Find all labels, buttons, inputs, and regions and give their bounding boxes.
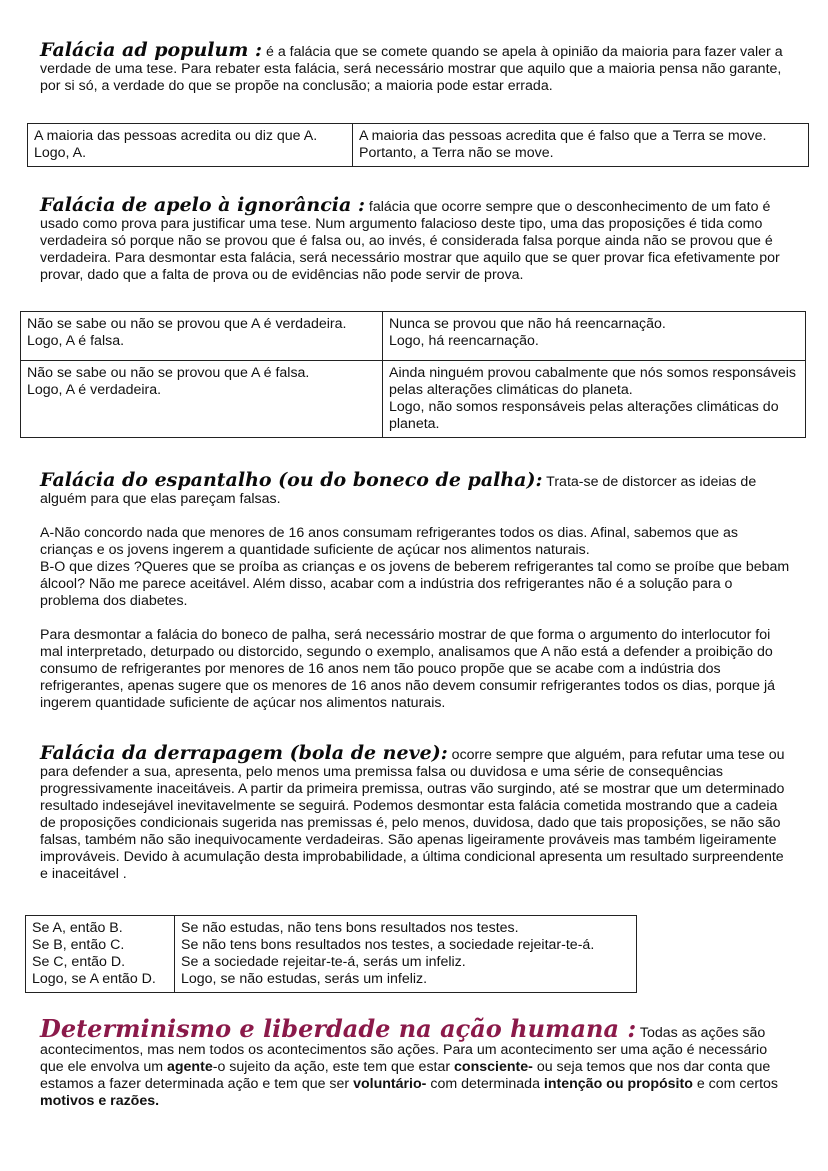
table-cell: Nunca se provou que não há reencarnação. Logo, há reencarnação.	[383, 312, 806, 361]
determinismo-bold: voluntário-	[353, 1076, 427, 1092]
table-cell: Se A, então B. Se B, então C. Se C, então D. Logo, se A então D.	[26, 916, 175, 993]
table-cell: Não se sabe ou não se provou que A é falsa. Logo, A é verdadeira.	[21, 361, 383, 438]
table-cell: Ainda ninguém provou cabalmente que nós somos responsáveis pelas alterações climáticas do planeta. Logo, não somos responsáveis pelas alterações climáticas do planeta.	[383, 361, 806, 438]
derrapagem-text: ocorre sempre que alguém, para refutar uma tese ou para defender a sua, apresenta, pelo menos uma premissa falsa ou duvidosa e uma série de consequências progressivamente inaceitáveis. A partir da primeira premissa, outras vão surgindo, até se mostrar que um determinado resultado indesejável inevitavelmente se seguirá. Podemos desmontar esta falácia cometida mostrando que a cadeia de proposições condicionais sugerida nas premissas é, pelo menos, duvidosa, dado que tais proposições, se não são falsas, também não são inequivocamente verdadeiras. São apenas ligeiramente prováveis mas também ligeiramente improváveis. Devido à acumulação desta improbabilidade, a última condicional apresenta um resultado surpreendente e inaceitável .	[40, 747, 785, 882]
espantalho-rebuttal: Para desmontar a falácia do boneco de palha, será necessário mostrar de que forma o argumento do interlocutor foi mal interpretado, deturpado ou distorcido, segundo o exemplo, analisamos que A não está a defender a proibição do consumo de refrigerantes por menores de 16 anos nem tão pouco propõe que se acabe com a indústria dos refrigerantes, apenas sugere que os menores de 16 anos não devem consumir refrigerantes todos os dias, porque já ingerem quantidade suficiente de açúcar nos alimentos naturais.	[40, 627, 776, 711]
espantalho-heading: Falácia do espantalho (ou do boneco de palha):	[40, 469, 543, 491]
populum-section	[40, 39, 792, 95]
determinismo-text: Todas as ações são acontecimentos, mas nem todos os acontecimentos são ações. Para um acontecimento ser uma ação é necessário que ele envolva um	[40, 1025, 768, 1075]
populum-heading: Falácia ad populum :	[40, 39, 263, 61]
espantalho-example-a: A-Não concordo nada que menores de 16 anos consumam refrigerantes todos os dias. Afinal, sabemos que as crianças e os jovens ingerem a quantidade suficiente de açúcar nos alimentos naturais.	[40, 525, 738, 558]
table-cell: A maioria das pessoas acredita ou diz que A. Logo, A.	[28, 124, 353, 167]
determinismo-section	[40, 1014, 792, 1110]
espantalho-example-b: B-O que dizes ?Queres que se proíba as crianças e os jovens de beberem refrigerantes tal como se proíbe que bebam álcool? Não me parece aceitável. Além disso, acabar com a indústria dos refrigerantes não é a solução para o problema dos diabetes.	[40, 559, 790, 609]
derrapagem-heading: Falácia da derrapagem (bola de neve):	[40, 742, 448, 764]
espantalho-section	[40, 469, 792, 712]
determinismo-bold: agente	[166, 1059, 213, 1075]
determinismo-heading: Determinismo e liberdade na ação humana :	[40, 1014, 637, 1043]
table-cell: A maioria das pessoas acredita que é falso que a Terra se move. Portanto, a Terra não se move.	[353, 124, 809, 167]
populum-table	[27, 123, 809, 167]
table-row	[26, 916, 637, 993]
table-cell: Não se sabe ou não se provou que A é verdadeira. Logo, A é falsa.	[21, 312, 383, 361]
determinismo-bold: consciente-	[454, 1059, 533, 1075]
ignorancia-section	[40, 194, 792, 284]
ignorancia-heading: Falácia de apelo à ignorância :	[40, 194, 365, 216]
determinismo-text: ou seja temos que nos dar conta que estamos a fazer determinada ação e tem que ser	[40, 1059, 771, 1092]
espantalho-text: Trata-se de distorcer as ideias de alguém para que elas pareçam falsas.	[40, 474, 757, 507]
determinismo-text: com determinada	[426, 1076, 544, 1092]
determinismo-bold: motivos e razões.	[40, 1093, 160, 1109]
derrapagem-section	[40, 742, 792, 883]
determinismo-text: e com certos	[692, 1076, 779, 1092]
determinismo-text: -o sujeito da ação, este tem que estar	[212, 1059, 455, 1075]
ignorancia-table	[20, 311, 806, 438]
table-cell: Se não estudas, não tens bons resultados nos testes. Se não tens bons resultados nos testes, a sociedade rejeitar-te-á. Se a sociedade rejeitar-te-á, serás um infeliz. Logo, se não estudas, serás um infeliz.	[175, 916, 637, 993]
populum-text: é a falácia que se comete quando se apela à opinião da maioria para fazer valer a verdade de uma tese. Para rebater esta falácia, será necessário mostrar que aquilo que a maioria pensa não garante, por si só, a verdade do que se propõe na conclusão; a maioria pode estar errada.	[40, 44, 783, 94]
table-row	[21, 361, 806, 438]
derrapagem-table	[25, 915, 637, 993]
table-row	[21, 312, 806, 361]
ignorancia-text: falácia que ocorre sempre que o desconhecimento de um fato é usado como prova para justificar uma tese. Num argumento falacioso deste tipo, uma das proposições é tida como verdadeira só porque não se provou que é falsa ou, ao invés, é considerada falsa porque ainda não se provou que é verdadeira. Para desmontar esta falácia, será necessário mostrar que aquilo que se quer provar fica efetivamente por provar, dado que a falta de prova ou de evidências não pode servir de prova.	[40, 199, 780, 283]
determinismo-bold: intenção ou propósito	[543, 1076, 693, 1092]
table-row	[28, 124, 809, 167]
